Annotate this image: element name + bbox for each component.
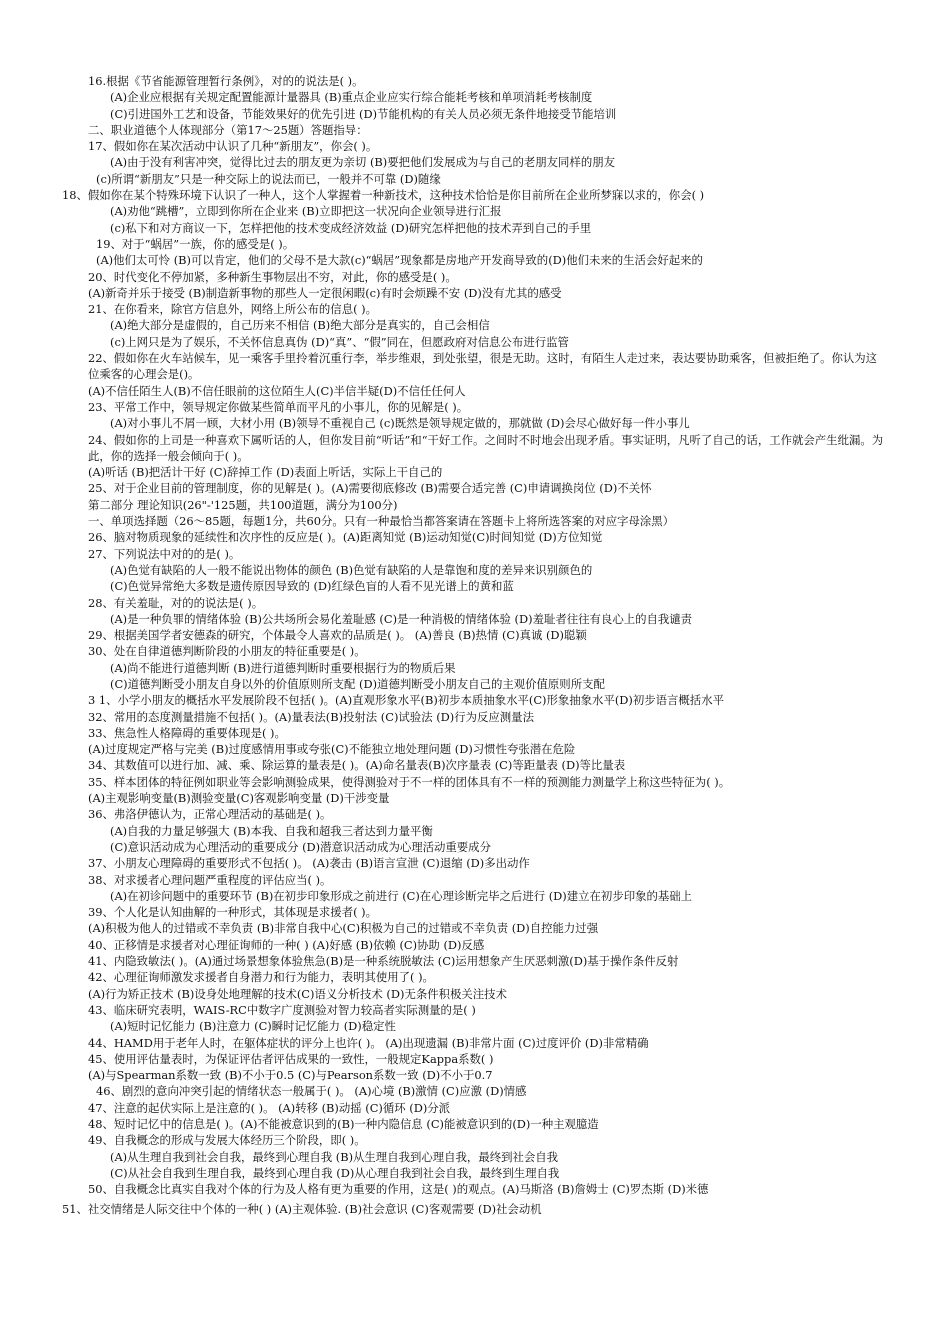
question-41: 41、内隐致敏法( )。(A)通过场景想象体验焦急(B)是一种系统脱敏法 (C)运用想象产生厌恶刺激(D)基于操作条件反射 (88, 954, 679, 969)
question-37: 37、小朋友心理障碍的重要形式不包括( )。 (A)袭击 (B)语言宣泄 (C)退缩 (D)多出动作 (88, 856, 530, 871)
question-44: 44、HAMD用于老年人时，在躯体症状的评分上也许( )。 (A)出现遗漏 (B)非常片面 (C)过度评价 (D)非常精确 (88, 1035, 649, 1050)
q45-options: (A)与Spearman系数一致 (B)不小于0.5 (C)与Pearson系数一致 (D)不小于0.7 (88, 1068, 493, 1083)
q16-options-cd: (C)引进国外工艺和设备，节能效果好的优先引进 (D)节能机构的有关人员必须无条件地接受节能培训 (110, 106, 617, 121)
q20-options: (A)新奇并乐于接受 (B)制造新事物的那些人一定很闲暇(c)有时会烦躁不安 (D)没有尤其的感受 (88, 285, 562, 300)
question-24: 24、假如你的上司是一种喜欢下属听话的人，但你发目前“听话”和“干好工作。之间时不时地会出现矛盾。事实证明，凡听了自己的话，工作就会产生纰漏。为此，你的选择一般会倾向于( )。 (88, 432, 884, 463)
q22-options: (A)不信任陌生人(B)不信任眼前的这位陌生人(C)半信半疑(D)不信任任何人 (88, 383, 466, 398)
question-16: 16.根据《节省能源管理暂行条例》，对的的说法是( )。 (88, 74, 364, 88)
document-page (62, 73, 888, 1218)
question-25: 25、对于企业目前的管理制度，你的见解是( )。(A)需要彻底修改 (B)需要合适完善 (C)申请调换岗位 (D)不关怀 (88, 481, 652, 496)
question-39: 39、个人化是认知曲解的一种形式，其体现是求援者( )。 (88, 905, 377, 920)
question-22: 22、假如你在火车站候车，见一乘客手里拎着沉重行李，举步维艰，到处张望，很是无助。这时，有陌生人走过来，表达要协助乘客，但被拒绝了。你认为这位乘客的心理会是()。 (88, 351, 878, 382)
question-32: 32、常用的态度测量措施不包括( )。(A)量表法(B)投射法 (C)试验法 (D)行为反应测量法 (88, 709, 534, 724)
q27-options-ab: (A)色觉有缺陷的人一般不能说出物体的颜色 (B)色觉有缺陷的人是靠饱和度的差异来识别颜色的 (110, 562, 593, 577)
question-36: 36、弗洛伊德认为，正常心理活动的基础是( )。 (88, 807, 332, 822)
q21-options-cd: (c)上网只是为了娱乐，不关怀信息真伪 (D)“真”、“假”同在，但愿政府对信息公布进行监管 (110, 334, 569, 349)
question-23: 23、平常工作中，领导规定你做某些简单而平凡的小事儿，你的见解是( )。 (88, 399, 469, 414)
q49-options-ab: (A)从生理自我到社会自我，最终到心理自我 (B)从生理自我到心理自我，最终到社会自我 (110, 1149, 559, 1164)
q35-options: (A)主观影响变量(B)测验变量(C)客观影响变量 (D)干涉变量 (88, 791, 390, 806)
q17-options-ab: (A)由于没有利害冲突，觉得比过去的朋友更为亲切 (B)要把他们发展成为与自己的老朋友同样的朋友 (110, 155, 616, 170)
question-40: 40、正移情是求援者对心理征询师的一种( ) (A)好感 (B)依赖 (C)协助 (D)反感 (88, 937, 485, 952)
question-20: 20、时代变化不停加紧，多种新生事物层出不穷，对此，你的感受是( )。 (88, 269, 457, 284)
question-21: 21、在你看来，除官方信息外，网络上所公布的信息( )。 (88, 302, 377, 317)
question-33: 33、焦急性人格障碍的重要体现是( )。 (88, 725, 286, 740)
q16-options-ab: (A)企业应根据有关规定配置能源计量器具 (B)重点企业应实行综合能耗考核和单项消耗考核制度 (110, 90, 593, 105)
q33-options: (A)过度规定严格与完美 (B)过度感情用事或夸张(C)不能独立地处理问题 (D)习惯性夸张潜在危险 (88, 742, 576, 757)
q36-options-cd: (C)意识活动成为心理活动的重要成分 (D)潜意识活动成为心理活动重要成分 (110, 839, 491, 854)
question-47: 47、注意的起伏实际上是注意的( )。 (A)转移 (B)动摇 (C)循环 (D)分派 (88, 1100, 451, 1115)
q18-options-ab: (A)劝他“跳槽”，立即到你所在企业来 (B)立即把这一状况向企业领导进行汇报 (110, 204, 502, 219)
question-51: 51、社交情绪是人际交往中个体的一种( ) (A)主观体验. (B)社会意识 (C)客观需要 (D)社会动机 (62, 1202, 542, 1217)
question-30: 30、处在自律道德判断阶段的小朋友的特征重要是( )。 (88, 644, 366, 659)
question-28: 28、有关羞耻，对的的说法是( )。 (88, 595, 264, 610)
question-17: 17、假如你在某次活动中认识了几种“新朋友”，你会( )。 (88, 139, 378, 154)
question-38: 38、对求援者心理问题严重程度的评估应当( )。 (88, 872, 332, 887)
question-42: 42、心理征询师激发求援者自身潜力和行为能力，表明其使用了( )。 (88, 970, 434, 985)
q30-options-ab: (A)尚不能进行道德判断 (B)进行道德判断时重要根据行为的物质后果 (110, 660, 456, 675)
part-two-heading: 第二部分 理论知识(26"-'125题，共100道题，满分为100分) (88, 497, 398, 512)
q43-options: (A)短时记忆能力 (B)注意力 (C)瞬时记忆能力 (D)稳定性 (110, 1019, 396, 1034)
q19-options: (A)他们太可怜 (B)可以肯定，他们的父母不是大款(c)“蜗居”现象都是房地产开发商导致的(D)他们未来的生活会好起来的 (96, 253, 703, 268)
question-31: 3 1、小学小朋友的概括水平发展阶段不包括( )。(A)直观形象水平(B)初步本质抽象水平(C)形象抽象水平(D)初步语言概括水平 (88, 693, 724, 708)
question-35: 35、样本团体的特征例如职业等会影响测验成果，使得测验对于不一样的团体具有不一样的预测能力测量学上称这些特征为( )。 (88, 774, 731, 789)
q27-options-cd: (C)色觉异常绝大多数是遗传原因导致的 (D)红绿色盲的人看不见光谱上的黄和蓝 (110, 579, 514, 594)
question-26: 26、脑对物质现象的延续性和次序性的反应是( )。(A)距离知觉 (B)运动知觉(C)时间知觉 (D)方位知觉 (88, 530, 603, 545)
question-49: 49、自我概念的形成与发展大体经历三个阶段，即( )。 (88, 1133, 366, 1148)
q23-options: (A)对小事儿不屑一顾，大材小用 (B)领导不重视自己 (c)既然是领导规定做的，那就做 (D)会尽心做好每一件小事儿 (110, 416, 690, 431)
question-19: 19、对于“蜗居”一族，你的感受是( )。 (96, 236, 295, 251)
question-43: 43、临床研究表明，WAIS-RC中数字广度测验对智力较高者实际测量的是( ) (88, 1002, 476, 1017)
single-choice-heading: 一、单项选择题（26～85题，每题1分，共60分。只有一种最恰当都答案请在答题卡上将所选答案的对应字母涂黑） (88, 514, 675, 529)
q18-options-cd: (c)私下和对方商议一下，怎样把他的技术变成经济效益 (D)研究怎样把他的技术弄到自己的手里 (110, 220, 592, 235)
question-45: 45、使用评估量表时，为保证评估者评估成果的一致性，一般规定Kappa系数( ) (88, 1051, 494, 1066)
question-18: 18、假如你在某个特殊环境下认识了一种人，这个人掌握着一种新技术，这种技术恰恰是你目前所在企业所梦寐以求的，你会( ) (62, 188, 705, 203)
q21-options-ab: (A)绝大部分是虚假的，自己历来不相信 (B)绝大部分是真实的，自己会相信 (110, 318, 490, 333)
question-48: 48、短时记忆中的信息是( )。(A)不能被意识到的(B)一种内隐信息 (C)能被意识到的(D)一种主观臆造 (88, 1117, 599, 1131)
q24-options: (A)听话 (B)把活计干好 (C)辞掉工作 (D)表面上听话，实际上干自己的 (88, 465, 443, 480)
question-29: 29、根据美国学者安德森的研究，个体最令人喜欢的品质是( )。 (A)善良 (B)热情 (C)真诚 (D)聪颖 (88, 628, 587, 643)
q39-options: (A)积极为他人的过错或不幸负责 (B)非常自我中心(C)积极为自己的过错或不幸负责 (D)自控能力过强 (88, 921, 599, 936)
question-50: 50、自我概念比真实自我对个体的行为及人格有更为重要的作用，这是( )的观点。(A)马斯洛 (B)詹姆士 (C)罗杰斯 (D)米德 (88, 1182, 709, 1197)
q42-options: (A)行为矫正技术 (B)设身处地理解的技术(C)语义分析技术 (D)无条件积极关注技术 (88, 986, 507, 1001)
section-heading-ethics: 二、职业道德个人体现部分（第17～25题）答题指导： (88, 122, 368, 137)
q36-options-ab: (A)自我的力量足够强大 (B)本我、自我和超我三者达到力量平衡 (110, 823, 433, 838)
q38-options: (A)在初诊问题中的重要环节 (B)在初步印象形成之前进行 (C)在心理诊断完毕之后进行 (D)建立在初步印象的基础上 (110, 888, 693, 903)
question-46: 46、剧烈的意向冲突引起的情绪状态一般属于( )。 (A)心境 (B)激情 (C)应激 (D)情感 (96, 1084, 527, 1099)
q17-options-cd: (c)所谓“新朋友”只是一种交际上的说法而已，一般并不可靠 (D)随缘 (96, 171, 441, 186)
question-34: 34、其数值可以进行加、减、乘、除运算的量表是( )。(A)命名量表(B)次序量表 (C)等距量表 (D)等比量表 (88, 758, 626, 773)
q49-options-cd: (C)从社会自我到生理自我，最终到心理自我 (D)从心理自我到社会自我，最终到生理自我 (110, 1165, 560, 1180)
q28-options: (A)是一种负罪的情绪体验 (B)公共场所会易化羞耻感 (C)是一种消极的情绪体验 (D)羞耻者往往有良心上的自我谴责 (110, 611, 693, 626)
q30-options-cd: (C)道德判断受小朋友自身以外的价值原则所支配 (D)道德判断受小朋友自己的主观价值原则所支配 (110, 676, 605, 691)
question-27: 27、下列说法中对的的是( )。 (88, 546, 241, 561)
